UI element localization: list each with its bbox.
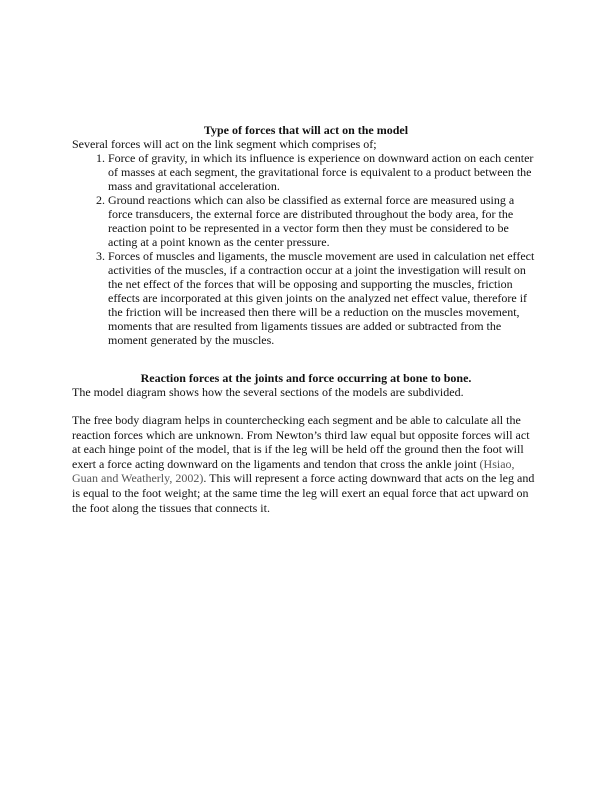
section-heading-reaction-forces: Reaction forces at the joints and force occurring at bone to bone. <box>140 371 472 385</box>
document-body <box>72 123 540 515</box>
paragraph-text: . This will represent a force acting downward that acts on the leg and is equal to the foot weight; at the same time the leg will exert an equal force that act upward on the foot along the tissues that connects it. <box>72 471 535 515</box>
list-item: 2. Ground reactions which can also be classified as external force are measured using a force transducers, the external force are distributed throughout the body area, for the reaction point to be represented in a vector form then they must be considered to be acting at a point known as the center pressure. <box>108 193 540 249</box>
list-item: 3. Forces of muscles and ligaments, the muscle movement are used in calculation net effect activities of the muscles, if a contraction occur at a joint the investigation will result on the net effect of the forces that will be opposing and supporting the muscles, friction effects are incorporated at this given joints on the analyzed net effect value, therefore if the friction will be increased then there will be a reduction on the muscles movement, moments that are resulted from ligaments tissues are added or subtracted from the moment generated by the muscles. <box>108 249 540 347</box>
paragraph-text: The free body diagram helps in counterchecking each segment and be able to calculate all the reaction forces which are unknown. From Newton’s third law equal but opposite forces will act at each hinge point of the model, that is if the leg will be held off the ground then the foot will exert a force acting downward on the ligaments and tendon that cross the ankle joint <box>72 413 530 471</box>
body-paragraph <box>72 413 540 515</box>
citation: (Hsiao, Guan and Weatherly, 2002) <box>72 456 515 486</box>
section-intro: The model diagram shows how the several sections of the models are subdivided. <box>72 385 464 399</box>
list-item: 1. Force of gravity, in which its influence is experience on downward action on each center of masses at each segment, the gravitational force is equivalent to a product between the mass and gravitational acceleration. <box>108 151 540 193</box>
section-intro: Several forces will act on the link segment which comprises of; <box>72 137 377 151</box>
section-heading-forces: Type of forces that will act on the model <box>203 123 409 137</box>
forces-list <box>72 151 540 347</box>
